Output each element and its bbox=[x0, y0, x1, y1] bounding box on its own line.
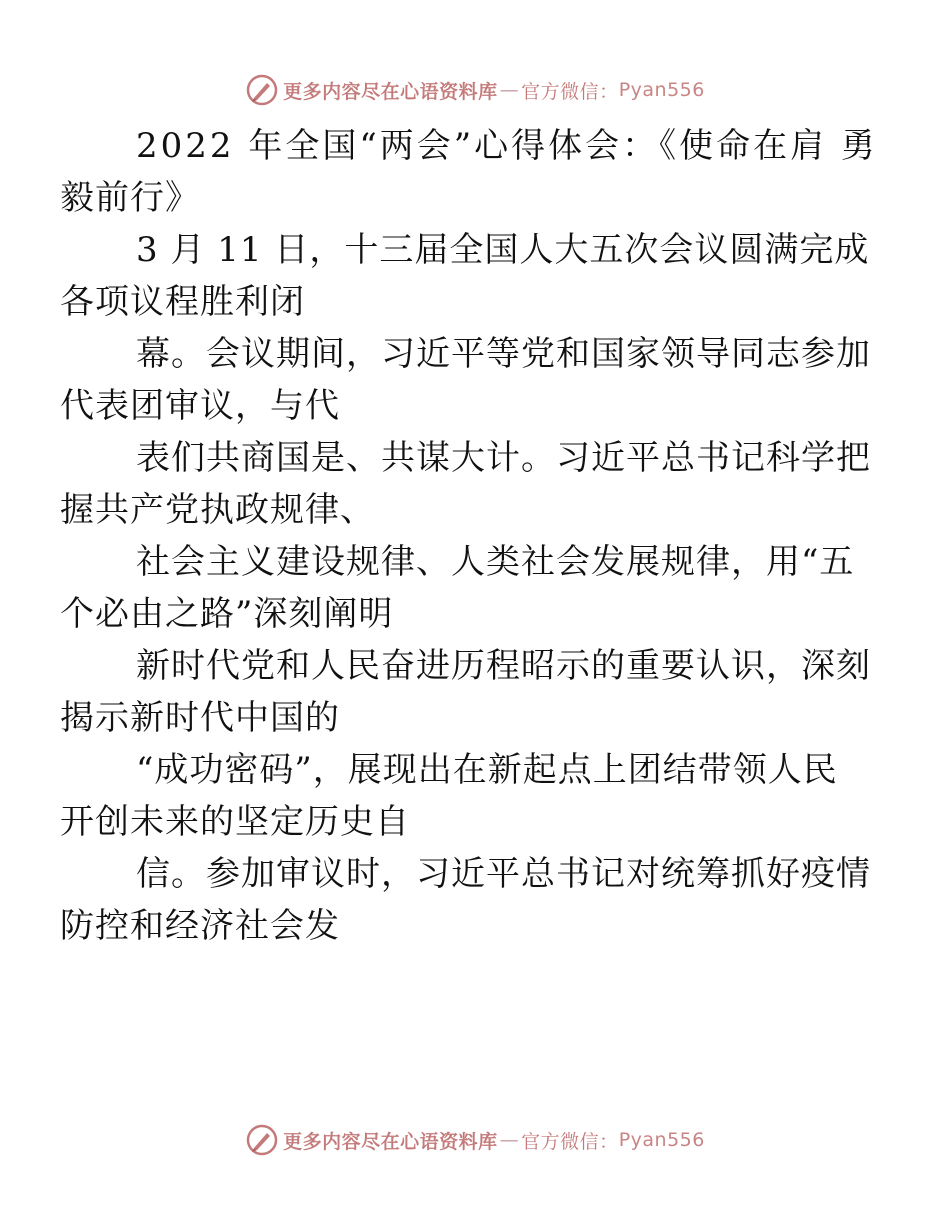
pen-logo-icon bbox=[245, 73, 279, 107]
document-title bbox=[60, 120, 878, 224]
watermark-main-text: 更多内容尽在心语资料库 bbox=[283, 80, 498, 103]
paragraph-line: 防控和经济社会发 bbox=[60, 906, 340, 946]
pen-logo-icon bbox=[245, 1123, 279, 1157]
document-body bbox=[60, 120, 878, 952]
watermark-account-label: 官方微信： bbox=[521, 1130, 619, 1153]
paragraph-line: 揭示新时代中国的 bbox=[60, 698, 340, 738]
title-line-1: 2022 年全国“两会”心得体会：《使命在肩 勇 bbox=[136, 126, 878, 166]
watermark-main-text: 更多内容尽在心语资料库 bbox=[283, 1130, 498, 1153]
paragraph-line: “成功密码”，展现出在新起点上团结带领人民 bbox=[136, 750, 838, 790]
paragraph bbox=[60, 328, 871, 432]
paragraph-line: 信。参加审议时，习近平总书记对统筹抓好疫情 bbox=[136, 854, 871, 894]
paragraph bbox=[60, 536, 858, 640]
watermark-account-id: Pyan556 bbox=[618, 1129, 705, 1151]
paragraph bbox=[60, 432, 871, 536]
paragraph-line: 幕。会议期间，习近平等党和国家领导同志参加 bbox=[136, 334, 871, 374]
paragraph bbox=[60, 744, 858, 848]
footer-watermark bbox=[0, 1122, 950, 1158]
watermark-account-id: Pyan556 bbox=[618, 79, 705, 101]
paragraph-line: 3 月 11 日，十三届全国人大五次会议圆满完成 bbox=[136, 230, 870, 270]
paragraph-line: 新时代党和人民奋进历程昭示的重要认识，深刻 bbox=[136, 646, 871, 686]
paragraph bbox=[60, 640, 871, 744]
title-line-2: 毅前行》 bbox=[60, 178, 200, 218]
paragraph-line: 握共产党执政规律、 bbox=[60, 490, 375, 530]
watermark-separator: — bbox=[499, 79, 520, 101]
paragraph bbox=[60, 848, 871, 952]
paragraph-line: 表们共商国是、共谋大计。习近平总书记科学把 bbox=[136, 438, 871, 478]
paragraph-line: 个必由之路”深刻阐明 bbox=[60, 594, 394, 634]
paragraph bbox=[60, 224, 870, 328]
paragraph-line: 各项议程胜利闭 bbox=[60, 282, 305, 322]
paragraph-line: 社会主义建设规律、人类社会发展规律，用“五 bbox=[136, 542, 855, 582]
watermark-account-label: 官方微信： bbox=[521, 80, 619, 103]
watermark-separator: — bbox=[499, 1129, 520, 1151]
header-watermark bbox=[0, 72, 950, 108]
paragraph-line: 代表团审议，与代 bbox=[60, 386, 340, 426]
paragraph-line: 开创未来的坚定历史自 bbox=[60, 802, 410, 842]
